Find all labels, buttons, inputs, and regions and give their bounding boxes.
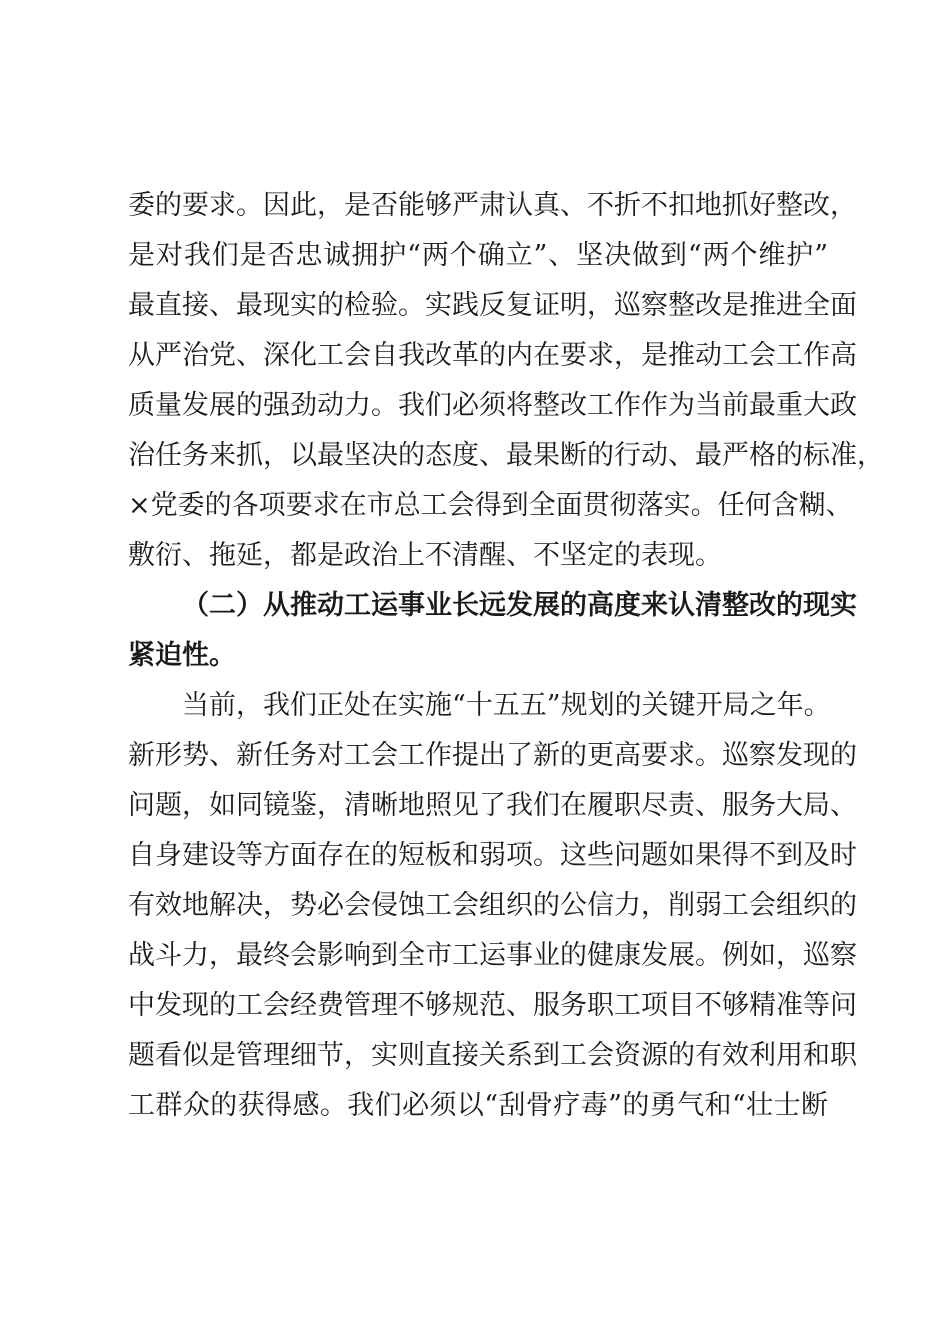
paragraph-line: 敷衍、拖延，都是政治上不清醒、不坚定的表现。 [128,540,722,571]
section-heading-continuation: 紧迫性。 [128,640,236,671]
paragraph-line: 治任务来抓，以最坚决的态度、最果断的行动、最严格的标准， [128,440,884,471]
paragraph-line: 最直接、最现实的检验。实践反复证明，巡察整改是推进全面 [128,290,857,321]
paragraph-line: 题看似是管理细节，实则直接关系到工会资源的有效利用和职 [128,1040,857,1071]
section-heading: （二）从推动工运事业长远发展的高度来认清整改的现实 [182,590,857,621]
paragraph-line: 质量发展的强劲动力。我们必须将整改工作作为当前最重大政 [128,390,857,421]
paragraph-line: 是对我们是否忠诚拥护“两个确立”、坚决做到“两个维护” [128,240,828,271]
paragraph-line: 工群众的获得感。我们必须以“刮骨疗毒”的勇气和“壮士断 [128,1090,828,1121]
paragraph-line: 有效地解决，势必会侵蚀工会组织的公信力，削弱工会组织的 [128,890,857,921]
paragraph-line: 战斗力，最终会影响到全市工运事业的健康发展。例如，巡察 [128,940,857,971]
paragraph-line: 自身建设等方面存在的短板和弱项。这些问题如果得不到及时 [128,840,857,871]
paragraph-line: 委的要求。因此，是否能够严肃认真、不折不扣地抓好整改， [128,190,857,221]
paragraph-line: 问题，如同镜鉴，清晰地照见了我们在履职尽责、服务大局、 [128,790,857,821]
paragraph-line: 新形势、新任务对工会工作提出了新的更高要求。巡察发现的 [128,740,857,771]
paragraph-line: ×党委的各项要求在市总工会得到全面贯彻落实。任何含糊、 [128,490,853,521]
paragraph-line: 当前，我们正处在实施“十五五”规划的关键开局之年。 [182,690,831,721]
paragraph-line: 中发现的工会经费管理不够规范、服务职工项目不够精准等问 [128,990,857,1021]
paragraph-line: 从严治党、深化工会自我改革的内在要求，是推动工会工作高 [128,340,857,371]
